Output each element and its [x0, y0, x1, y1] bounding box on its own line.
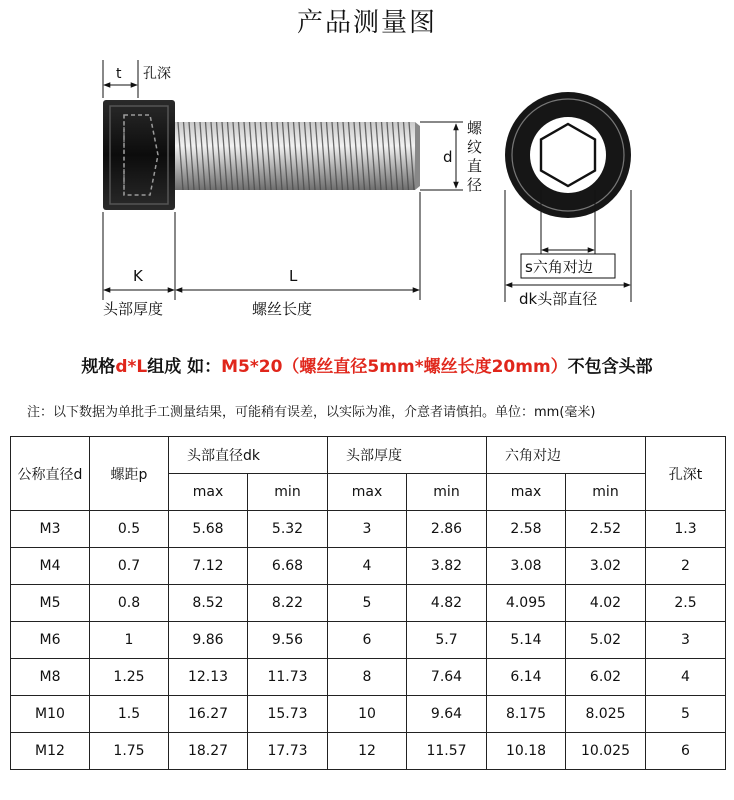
table-cell: 9.56	[248, 622, 328, 659]
dim-label-thread-char-3: 直	[467, 157, 483, 175]
table-cell: 5	[646, 696, 726, 733]
header-hole-depth: 孔深t	[646, 437, 726, 511]
header-hex-across-flats: 六角对边	[487, 437, 646, 474]
spec-prefix: 规格	[81, 357, 116, 377]
table-cell: M10	[11, 696, 90, 733]
header-max: max	[487, 474, 566, 511]
table-cell: 5.68	[169, 511, 248, 548]
table-cell: 5.14	[487, 622, 566, 659]
header-head-thickness: 头部厚度	[328, 437, 487, 474]
table-cell: 8.52	[169, 585, 248, 622]
table-cell: 1.3	[646, 511, 726, 548]
table-cell: M5	[11, 585, 90, 622]
table-cell: 3.08	[487, 548, 566, 585]
table-cell: 4	[646, 659, 726, 696]
table-cell: 11.57	[407, 733, 487, 770]
dim-label-L: L	[289, 267, 298, 285]
table-cell: 6	[328, 622, 407, 659]
header-head-diameter: 头部直径dk	[169, 437, 328, 474]
table-cell: 1	[90, 622, 169, 659]
table-cell: 3.82	[407, 548, 487, 585]
table-cell: 6.14	[487, 659, 566, 696]
table-cell: M6	[11, 622, 90, 659]
table-cell: 7.64	[407, 659, 487, 696]
table-cell: M3	[11, 511, 90, 548]
table-cell: 2.86	[407, 511, 487, 548]
spec-example-line	[0, 352, 734, 377]
header-max: max	[169, 474, 248, 511]
table-cell: 6	[646, 733, 726, 770]
screw-shaft-side-view	[175, 122, 420, 190]
table-cell: 3.02	[566, 548, 646, 585]
table-cell: 4.82	[407, 585, 487, 622]
table-cell: 9.86	[169, 622, 248, 659]
dim-label-hole-depth: 孔深	[143, 66, 171, 82]
table-cell: 4.02	[566, 585, 646, 622]
measurement-note: 注：以下数据为单批手工测量结果，可能稍有误差，以实际为准，介意者请慎拍。单位：mm(毫米)	[27, 405, 596, 420]
table-cell: 8.22	[248, 585, 328, 622]
table-cell: 17.73	[248, 733, 328, 770]
table-cell: 1.75	[90, 733, 169, 770]
table-cell: 8.175	[487, 696, 566, 733]
table-cell: 9.64	[407, 696, 487, 733]
header-pitch: 螺距p	[90, 437, 169, 511]
table-cell: 12.13	[169, 659, 248, 696]
table-cell: 10.18	[487, 733, 566, 770]
table-cell: 1.5	[90, 696, 169, 733]
table-cell: 5	[328, 585, 407, 622]
table-cell: 2.5	[646, 585, 726, 622]
dim-label-thread-char-4: 径	[467, 176, 483, 194]
table-cell: 2.58	[487, 511, 566, 548]
table-row	[11, 585, 726, 622]
table-cell: 2	[646, 548, 726, 585]
header-max: max	[328, 474, 407, 511]
spec-formula: d*L	[115, 357, 148, 377]
dim-label-d: d	[443, 148, 453, 166]
table-cell: 0.5	[90, 511, 169, 548]
dim-label-t: t	[116, 66, 122, 82]
table-cell: 5.7	[407, 622, 487, 659]
table-cell: 6.02	[566, 659, 646, 696]
table-cell: M8	[11, 659, 90, 696]
table-cell: 11.73	[248, 659, 328, 696]
table-row	[11, 659, 726, 696]
table-cell: 4	[328, 548, 407, 585]
table-cell: 8	[328, 659, 407, 696]
spec-example: M5*20（螺丝直径5mm*螺丝长度20mm）	[221, 357, 568, 377]
size-table	[10, 436, 726, 770]
table-cell: 12	[328, 733, 407, 770]
page-title: 产品测量图	[296, 8, 437, 38]
table-cell: 5.02	[566, 622, 646, 659]
table-cell: 1.25	[90, 659, 169, 696]
dim-label-K: K	[133, 267, 143, 285]
header-min: min	[566, 474, 646, 511]
screw-head-end-view	[505, 92, 631, 218]
table-row	[11, 622, 726, 659]
dim-label-thread-length: 螺丝长度	[252, 300, 313, 318]
dim-label-thread-char-1: 螺	[467, 119, 483, 137]
table-row	[11, 511, 726, 548]
table-cell: 0.8	[90, 585, 169, 622]
table-cell: 10.025	[566, 733, 646, 770]
dim-label-head-thickness: 头部厚度	[103, 300, 164, 318]
spec-suffix: 不包含头部	[567, 357, 653, 377]
table-cell: 8.025	[566, 696, 646, 733]
header-nominal-diameter: 公称直径d	[11, 437, 90, 511]
table-cell: 18.27	[169, 733, 248, 770]
table-cell: M12	[11, 733, 90, 770]
table-row	[11, 696, 726, 733]
table-cell: 4.095	[487, 585, 566, 622]
screw-measurement-diagram	[0, 40, 734, 340]
table-cell: 6.68	[248, 548, 328, 585]
header-min: min	[248, 474, 328, 511]
dim-label-head-diameter: dk头部直径	[519, 290, 598, 308]
dim-label-thread-char-2: 纹	[467, 138, 483, 156]
table-cell: 16.27	[169, 696, 248, 733]
table-row	[11, 733, 726, 770]
header-min: min	[407, 474, 487, 511]
table-row	[11, 548, 726, 585]
table-cell: 15.73	[248, 696, 328, 733]
table-cell: M4	[11, 548, 90, 585]
table-cell: 3	[328, 511, 407, 548]
spec-middle: 组成 如：	[147, 357, 222, 377]
dim-label-hex-across-flats: s六角对边	[525, 258, 593, 276]
table-cell: 3	[646, 622, 726, 659]
table-cell: 10	[328, 696, 407, 733]
screw-head-side-view	[103, 100, 175, 210]
table-cell: 0.7	[90, 548, 169, 585]
table-cell: 5.32	[248, 511, 328, 548]
table-cell: 7.12	[169, 548, 248, 585]
table-cell: 2.52	[566, 511, 646, 548]
